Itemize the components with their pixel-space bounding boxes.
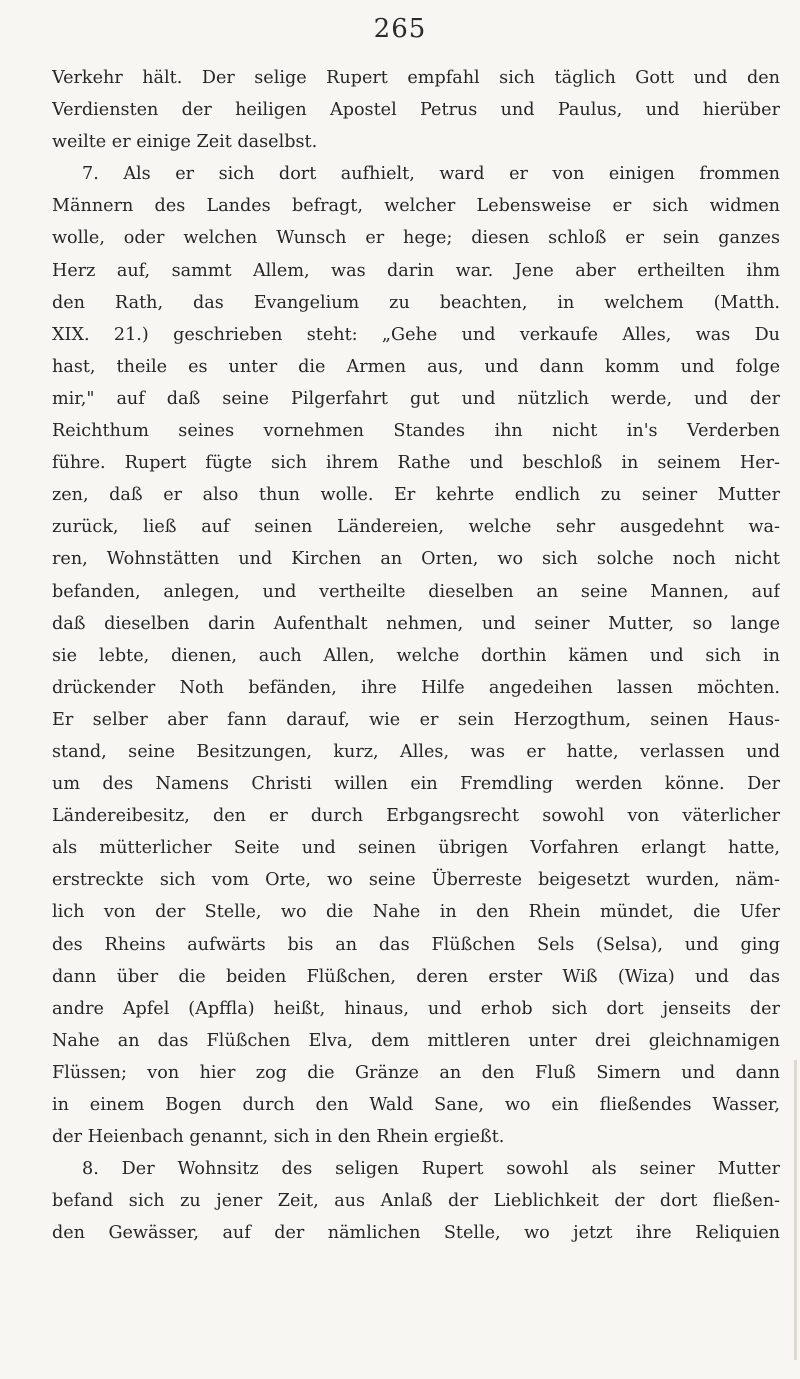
text-line: den Gewässer, auf der nämlichen Stelle, wo jetzt ihre Reliquien (52, 1223, 780, 1244)
text-line: weilte er einige Zeit daselbst. (52, 132, 318, 153)
text-line: Ländereibesitz, den er durch Erbgangsrecht sowohl von väterlicher (52, 806, 780, 827)
text-line: dann über die beiden Flüßchen, deren erster Wiß (Wiza) und das (52, 966, 780, 987)
text-line: Nahe an das Flüßchen Elva, dem mittleren unter drei gleichnamigen (52, 1030, 780, 1051)
text-line: sie lebte, dienen, auch Allen, welche dorthin kämen und sich in (52, 645, 780, 666)
text-line: lich von der Stelle, wo die Nahe in den Rhein mündet, die Ufer (52, 902, 780, 923)
text-line: Herz auf, sammt Allem, was darin war. Jene aber ertheilten ihm (52, 260, 780, 281)
text-line: der Heienbach genannt, sich in den Rhein ergießt. (52, 1127, 505, 1148)
text-line: Verdiensten der heiligen Apostel Petrus und Paulus, und hierüber (52, 100, 780, 121)
text-line: befand sich zu jener Zeit, aus Anlaß der Lieblichkeit der dort fließen- (52, 1191, 780, 1212)
text-line: in einem Bogen durch den Wald Sane, wo ein fließendes Wasser, (52, 1095, 780, 1115)
page-edge-shadow (794, 1060, 797, 1360)
text-line: als mütterlicher Seite und seinen übrigen Vorfahren erlangt hatte, (52, 838, 780, 859)
text-line: befanden, anlegen, und vertheilte dieselben an seine Mannen, auf (52, 581, 780, 602)
text-line: mir," auf daß seine Pilgerfahrt gut und nützlich werde, und der (52, 388, 780, 409)
text-line: Flüssen; von hier zog die Gränze an den Fluß Simern und dann (52, 1062, 780, 1083)
text-line: stand, seine Besitzungen, kurz, Alles, was er hatte, verlassen und (52, 741, 780, 762)
text-line: Verkehr hält. Der selige Rupert empfahl sich täglich Gott und den (52, 68, 780, 88)
text-line: führe. Rupert fügte sich ihrem Rathe und beschloß in seinem Her- (52, 453, 780, 474)
paragraph-8-start: 8. Der Wohnsitz des seligen Rupert sowohl als seiner Mutter (82, 1159, 780, 1180)
text-line: erstreckte sich vom Orte, wo seine Überreste beigesetzt wurden, näm- (52, 870, 780, 891)
text-line: ren, Wohnstätten und Kirchen an Orten, wo sich solche noch nicht (52, 549, 780, 570)
text-line: Reichthum seines vornehmen Standes ihn nicht in's Verderben (52, 421, 780, 442)
text-line: des Rheins aufwärts bis an das Flüßchen Sels (Selsa), und ging (52, 934, 780, 955)
text-line: Männern des Landes befragt, welcher Lebensweise er sich widmen (52, 196, 780, 217)
text-line: Er selber aber fann darauf, wie er sein Herzogthum, seinen Haus- (52, 709, 780, 730)
text-line: zen, daß er also thun wolle. Er kehrte endlich zu seiner Mutter (52, 485, 780, 506)
text-line: den Rath, das Evangelium zu beachten, in welchem (Matth. (52, 292, 780, 313)
text-line: wolle, oder welchen Wunsch er hege; diesen schloß er sein ganzes (52, 228, 780, 249)
text-line: um des Namens Christi willen ein Fremdling werden könne. Der (52, 774, 780, 795)
paragraph-7-start: 7. Als er sich dort aufhielt, ward er von einigen frommen (82, 164, 780, 185)
text-line: andre Apfel (Apffla) heißt, hinaus, und erhob sich dort jenseits der (52, 998, 780, 1019)
text-line: daß dieselben darin Aufenthalt nehmen, und seiner Mutter, so lange (52, 613, 780, 634)
body-text (52, 62, 780, 1249)
text-line: hast, theile es unter die Armen aus, und dann komm und folge (52, 356, 780, 377)
text-line: zurück, ließ auf seinen Ländereien, welche sehr ausgedehnt wa- (52, 517, 780, 538)
page-number: 265 (373, 14, 427, 44)
text-line: XIX. 21.) geschrieben steht: „Gehe und verkaufe Alles, was Du (52, 324, 780, 345)
text-line: drückender Noth befänden, ihre Hilfe angedeihen lassen möchten. (52, 677, 780, 698)
